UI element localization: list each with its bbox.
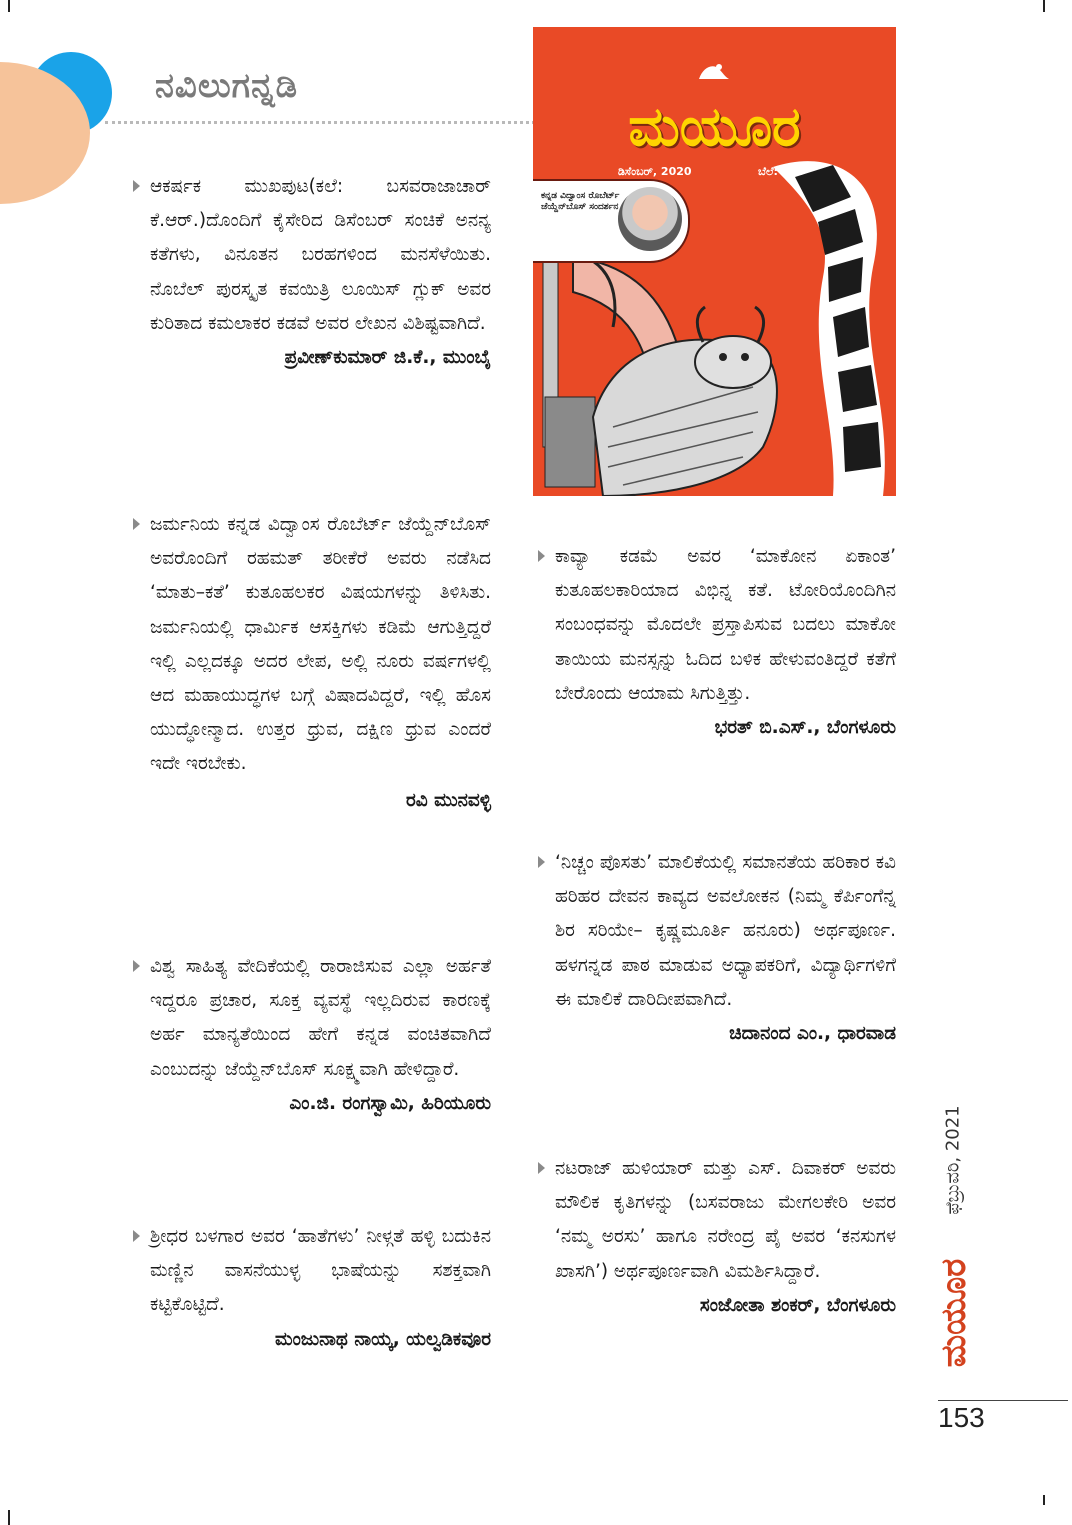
letter-item bbox=[538, 1152, 896, 1323]
issue-date-text: ಫೆಬ್ರುವರಿ, 2021 bbox=[942, 1105, 964, 1215]
letter-body bbox=[133, 170, 491, 341]
letter-body bbox=[538, 540, 896, 711]
cover-title: ಮಯೂರ bbox=[628, 95, 801, 158]
magazine-logo-vertical bbox=[934, 1250, 974, 1375]
bullet-arrow-icon bbox=[133, 180, 140, 192]
letter-body bbox=[133, 950, 491, 1087]
crop-mark-top-right bbox=[1043, 0, 1045, 12]
letter-author: ಭರತ್ ಬಿ.ಎಸ್., ಬೆಂಗಳೂರು bbox=[714, 717, 896, 739]
magazine-cover-image bbox=[533, 27, 896, 496]
letter-author: ಮಂಜುನಾಥ ನಾಯ್ಕ, ಯಲ್ವಡಿಕವೂರ bbox=[275, 1328, 491, 1350]
letter-author: ಚಿದಾನಂದ ಎಂ., ಧಾರವಾಡ bbox=[729, 1023, 896, 1045]
letter-item bbox=[133, 1220, 491, 1357]
letter-item bbox=[538, 846, 896, 1051]
letter-author: ಪ್ರವೀಣ್‌ಕುಮಾರ್ ಜಿ.ಕೆ., ಮುಂಬೈ bbox=[284, 347, 491, 369]
bullet-arrow-icon bbox=[538, 1162, 545, 1174]
bullet-arrow-icon bbox=[538, 856, 545, 868]
cover-logo-peacock-icon bbox=[695, 61, 733, 81]
letter-text: ವಿಶ್ವ ಸಾಹಿತ್ಯ ವೇದಿಕೆಯಲ್ಲಿ ರಾರಾಜಿಸುವ ಎಲ್ಲಾ ಅರ್ಹತೆ ಇದ್ದರೂ ಪ್ರಚಾರ, ಸೂಕ್ತ ವ್ಯವಸ್ಥೆ ಇಲ್ಲದಿರುವ ಕಾರಣಕ್ಕೆ ಅರ್ಹ ಮಾನ್ಯತೆಯಿಂದ ಹೇಗೆ ಕನ್ನಡ ವಂಚಿತವಾಗಿದೆ ಎಂಬುದನ್ನು ಜೆಯ್ದೆನ್‌ಬೊಸ್ ಸೂಕ್ಷ್ಮವಾಗಿ ಹೇಳಿದ್ದಾರೆ. bbox=[150, 956, 491, 1080]
dotted-divider bbox=[105, 121, 535, 124]
letter-author: ಸಂಜೋತಾ ಶಂಕರ್, ಬೆಂಗಳೂರು bbox=[699, 1294, 896, 1316]
letter-text: ಆಕರ್ಷಕ ಮುಖಪುಟ(ಕಲೆ: ಬಸವರಾಜಾಚಾರ್ ಕೆ.ಆರ್.)ದೊಂದಿಗೆ ಕೈಸೇರಿದ ಡಿಸೆಂಬರ್ ಸಂಚಿಕೆ ಅನನ್ಯ ಕತೆಗಳು, ವಿನೂತನ ಬರಹಗಳಿಂದ ಮನಸೆಳೆಯಿತು. ನೊಬೆಲ್ ಪುರಸ್ಕೃತ ಕವಯಿತ್ರಿ ಲೂಯಿಸ್ ಗ್ಲುಕ್ ಅವರ ಕುರಿತಾದ ಕಮಲಾಕರ ಕಡವೆ ಅವರ ಲೇಖನ ವಿಶಿಷ್ಟವಾಗಿದೆ. bbox=[150, 176, 491, 334]
letter-item bbox=[133, 170, 491, 375]
letter-text: ಜರ್ಮನಿಯ ಕನ್ನಡ ವಿದ್ವಾಂಸ ರೊಬೆರ್ಟ್ ಜೆಯ್ದೆನ್‌ಬೊಸ್ ಅವರೊಂದಿಗೆ ರಹಮತ್ ತರೀಕೆರೆ ಅವರು ನಡೆಸಿದ ‘ಮಾತು–ಕತೆ’ ಕುತೂಹಲಕರ ವಿಷಯಗಳನ್ನು ತಿಳಿಸಿತು. ಜರ್ಮನಿಯಲ್ಲಿ ಧಾರ್ಮಿಕ ಆಸಕ್ತಿಗಳು ಕಡಿಮೆ ಆಗುತ್ತಿದ್ದರೆ ಇಲ್ಲಿ ಎಲ್ಲದಕ್ಕೂ ಅದರ ಲೇಪ, ಅಲ್ಲಿ ನೂರು ವರ್ಷಗಳಲ್ಲಿ ಆದ ಮಹಾಯುದ್ಧಗಳ ಬಗ್ಗೆ ವಿಷಾದವಿದ್ದರೆ, ಇಲ್ಲಿ ಹೊಸ ಯುದ್ಧೋನ್ಮಾದ. ಉತ್ತರ ಧ್ರುವ, ದಕ್ಷಿಣ ಧ್ರುವ ಎಂದರೆ ಇದೇ ಇರಬೇಕು. bbox=[150, 514, 491, 775]
letter-author: ರವಿ ಮುನವಳ್ಳಿ bbox=[405, 789, 491, 811]
crop-mark-bottom-right bbox=[1043, 1495, 1045, 1505]
cover-date: ಡಿಸೆಂಬರ್, 2020 bbox=[618, 165, 692, 178]
letter-author: ಎಂ.ಜಿ. ರಂಗಸ್ವಾಮಿ, ಹಿರಿಯೂರು bbox=[289, 1092, 491, 1114]
letter-text: ‘ನಿಚ್ಚಂ ಪೊಸತು’ ಮಾಲಿಕೆಯಲ್ಲಿ ಸಮಾನತೆಯ ಹರಿಕಾರ ಕವಿ ಹರಿಹರ ದೇವನ ಕಾವ್ಯದ ಅವಲೋಕನ (ನಿಮ್ಮ ಕೆರ್ಪಿಂಗೆನ್ನ ಶಿರ ಸರಿಯೇ– ಕೃಷ್ಣಮೂರ್ತಿ ಹನೂರು) ಅರ್ಥಪೂರ್ಣ. ಹಳಗನ್ನಡ ಪಾಠ ಮಾಡುವ ಅಧ್ಯಾಪಕರಿಗೆ, ವಿದ್ಯಾರ್ಥಿಗಳಿಗೆ ಈ ಮಾಲಿಕೆ ದಾರಿದೀಪವಾಗಿದೆ. bbox=[555, 852, 896, 1010]
cover-interview-badge bbox=[533, 179, 690, 263]
bullet-arrow-icon bbox=[133, 1230, 140, 1242]
page-number: 153 bbox=[938, 1402, 985, 1433]
bullet-arrow-icon bbox=[133, 518, 140, 530]
letter-body bbox=[538, 846, 896, 1017]
letter-text: ಶ್ರೀಧರ ಬಳಗಾರ ಅವರ ‘ಹಾತೆಗಳು’ ನೀಳ್ಗತೆ ಹಳ್ಳಿ ಬದುಕಿನ ಮಣ್ಣಿನ ವಾಸನೆಯುಳ್ಳ ಭಾಷೆಯನ್ನು ಸಶಕ್ತವಾಗಿ ಕಟ್ಟಿಕೊಟ್ಟಿದೆ. bbox=[150, 1226, 491, 1316]
cover-badge-text: ಕನ್ನಡ ವಿದ್ವಾಂಸ ರೊಬೆರ್ಟ್ ಜೆಯ್ದೆನ್‌ಬೊಸ್ ಸಂದರ್ಶನ bbox=[541, 191, 620, 212]
portrait-photo bbox=[618, 187, 682, 251]
letter-text: ಕಾವ್ಯಾ ಕಡಮೆ ಅವರ ‘ಮಾಕೋನ ಏಕಾಂತ’ ಕುತೂಹಲಕಾರಿಯಾದ ವಿಭಿನ್ನ ಕತೆ. ಟೋರಿಯೊಂದಿಗಿನ ಸಂಬಂಧವನ್ನು ಮೊದಲೇ ಪ್ರಸ್ತಾಪಿಸುವ ಬದಲು ಮಾಕೋ ತಾಯಿಯ ಮನಸ್ಸನ್ನು ಓದಿದ ಬಳಿಕ ಹೇಳುವಂತಿದ್ದರೆ ಕತೆಗೆ ಬೇರೊಂದು ಆಯಾಮ ಸಿಗುತ್ತಿತ್ತು. bbox=[555, 546, 896, 704]
bullet-arrow-icon bbox=[133, 960, 140, 972]
issue-date-vertical bbox=[938, 1095, 968, 1225]
letter-text: ನಟರಾಜ್ ಹುಳಿಯಾರ್ ಮತ್ತು ಎಸ್. ದಿವಾಕರ್ ಅವರು ಮೌಲಿಕ ಕೃತಿಗಳನ್ನು (ಬಸವರಾಜು ಮೇಗಲಕೇರಿ ಅವರ ‘ನಮ್ಮ ಅರಸು’ ಹಾಗೂ ನರೇಂದ್ರ ಪೈ ಅವರ ‘ಕನಸುಗಳ ಖಾಸಗಿ’) ಅರ್ಥಪೂರ್ಣವಾಗಿ ವಿಮರ್ಶಿಸಿದ್ದಾರೆ. bbox=[555, 1158, 896, 1282]
magazine-logo-text: ಮಯೂರ bbox=[934, 1258, 974, 1367]
letter-body bbox=[133, 508, 491, 782]
letter-item bbox=[133, 508, 491, 818]
crop-mark-bottom-left bbox=[8, 1510, 10, 1525]
crop-mark-top-left bbox=[8, 0, 10, 12]
letter-item bbox=[538, 540, 896, 745]
cover-price: ಬೆಲೆ: ₹15 bbox=[758, 165, 805, 178]
section-title: ನವಿಲುಗನ್ನಡಿ bbox=[155, 66, 298, 106]
letter-body bbox=[538, 1152, 896, 1289]
letter-item bbox=[133, 950, 491, 1121]
letter-body bbox=[133, 1220, 491, 1323]
bullet-arrow-icon bbox=[538, 550, 545, 562]
page-number-rule bbox=[938, 1400, 1068, 1401]
